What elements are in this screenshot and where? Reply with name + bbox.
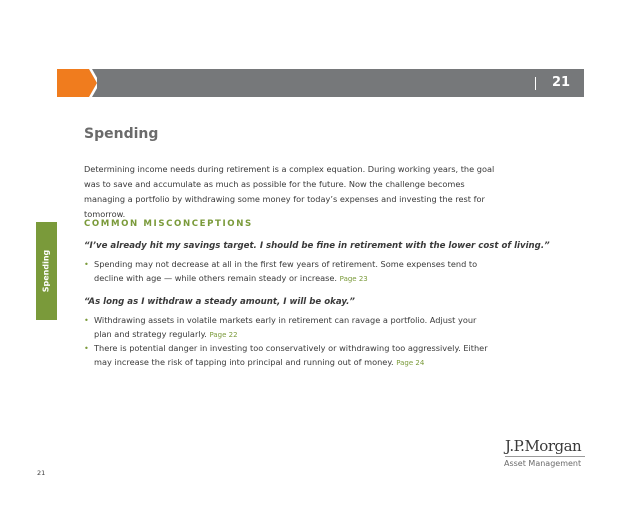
side-tab-label: Spending	[41, 249, 51, 293]
bullet-text: There is potential danger in investing too conservatively or withdrawing too aggressively. Either may increase the risk of tapping into principal and running out of money.	[94, 343, 488, 367]
logo-subtitle: Asset Management	[504, 459, 582, 468]
bullet-dot: •	[84, 315, 89, 325]
page-title: Spending	[84, 126, 159, 142]
header-divider	[535, 77, 536, 90]
page-reference-link[interactable]: Page 22	[209, 331, 238, 339]
page-reference-link[interactable]: Page 23	[339, 275, 368, 283]
page-reference-link[interactable]: Page 24	[396, 359, 425, 367]
bullet-dot: •	[84, 343, 89, 353]
misconception-quote-1: “I’ve already hit my savings target. I should be fine in retirement with the lower cost of living.”	[84, 241, 550, 251]
logo-rule	[505, 456, 585, 457]
bullet-dot: •	[84, 259, 89, 269]
misconception-quote-2: “As long as I withdraw a steady amount, I will be okay.”	[84, 297, 355, 307]
bullet-item	[84, 341, 494, 370]
bullet-text: Withdrawing assets in volatile markets early in retirement can ravage a portfolio. Adjust your plan and strategy regularly.	[94, 315, 477, 339]
header-page-number: 21	[552, 75, 571, 90]
bullet-item	[84, 257, 494, 286]
intro-paragraph: Determining income needs during retirement is a complex equation. During working years, the goal was to save and accumulate as much as possible for the future. Now the challenge becomes managing a portfolio by withdrawing some money for today’s expenses and investing the rest for tomorrow.	[84, 164, 495, 219]
jpmorgan-logo: J.P.Morgan	[505, 437, 582, 455]
section-heading: COMMON MISCONCEPTIONS	[84, 219, 253, 229]
orange-chevron-tab	[57, 69, 97, 97]
bullet-item	[84, 313, 494, 342]
header-bar	[57, 69, 584, 97]
footer-page-number: 21	[37, 469, 46, 477]
bullet-text: Spending may not decrease at all in the first few years of retirement. Some expenses tend to decline with age — while others remain steady or increase.	[94, 259, 478, 283]
